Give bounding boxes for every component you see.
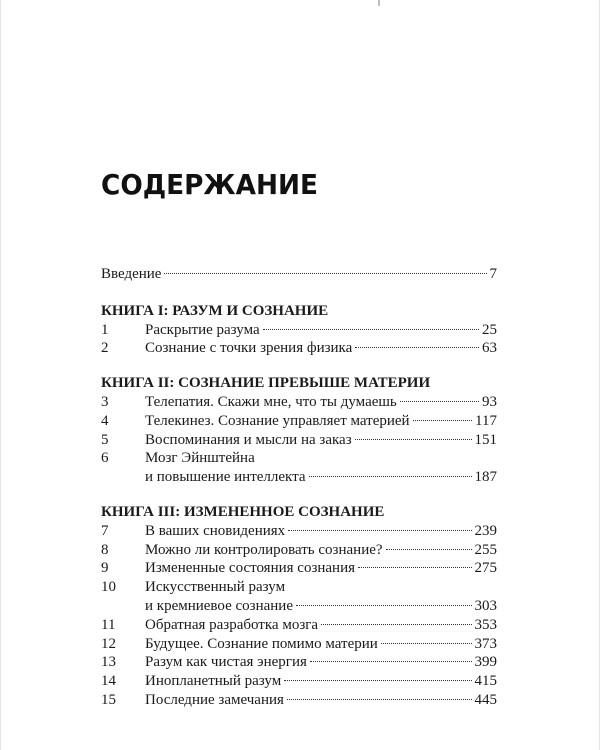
section-gap <box>101 487 497 503</box>
top-mark <box>378 0 380 6</box>
chapter-row[interactable] <box>101 522 497 541</box>
dot-leader <box>288 530 471 531</box>
chapter-number: 14 <box>101 673 116 690</box>
dot-leader <box>287 699 472 700</box>
toc-intro-row[interactable] <box>101 265 497 284</box>
chapter-page: 117 <box>475 412 497 429</box>
chapter-row[interactable] <box>101 541 497 560</box>
chapter-row[interactable] <box>101 691 497 710</box>
dot-leader <box>164 273 486 274</box>
dot-leader <box>310 661 472 662</box>
chapter-title: Будущее. Сознание помимо материи <box>145 635 378 652</box>
chapter-title: Измененные состояния сознания <box>145 560 356 577</box>
chapter-page: 445 <box>474 691 497 708</box>
chapter-row-continued <box>101 449 497 468</box>
chapter-row[interactable] <box>101 559 497 578</box>
chapter-title: Обратная разработка мозга <box>145 616 319 633</box>
chapter-page: 303 <box>474 597 497 614</box>
chapter-number: 3 <box>101 393 109 410</box>
chapter-number: 9 <box>101 560 109 577</box>
book-title: КНИГА II: СОЗНАНИЕ ПРЕВЫШЕ МАТЕРИИ <box>101 375 431 392</box>
chapter-row[interactable] <box>101 616 497 635</box>
chapter-number: 8 <box>101 541 109 558</box>
chapter-row[interactable] <box>101 635 497 654</box>
chapter-page: 151 <box>474 431 497 448</box>
chapter-title: Инопланетный разум <box>145 673 282 690</box>
chapter-page: 353 <box>474 616 497 633</box>
chapter-number: 12 <box>101 635 116 652</box>
dot-leader <box>284 680 471 681</box>
dot-leader <box>381 643 472 644</box>
toc-intro-page: 7 <box>489 266 497 282</box>
chapter-title: Мозг Эйнштейна <box>145 450 255 467</box>
dot-leader <box>355 347 479 348</box>
chapter-number: 11 <box>101 616 116 633</box>
section-gap <box>101 358 497 374</box>
chapter-title: Можно ли контролировать сознание? <box>145 541 383 558</box>
chapter-number: 2 <box>101 340 109 357</box>
dot-leader <box>386 549 472 550</box>
book-title: КНИГА III: ИЗМЕНЕННОЕ СОЗНАНИЕ <box>101 503 385 520</box>
chapter-page: 239 <box>474 522 497 539</box>
chapter-row[interactable] <box>101 412 497 431</box>
chapter-title: Сознание с точки зрения физика <box>145 340 353 357</box>
chapter-row[interactable] <box>101 672 497 691</box>
chapter-page: 255 <box>474 541 497 558</box>
chapter-page: 399 <box>474 654 497 671</box>
dot-leader <box>400 401 479 402</box>
chapter-row[interactable] <box>101 597 497 616</box>
dot-leader <box>321 624 471 625</box>
chapter-number: 10 <box>101 579 116 596</box>
chapter-row[interactable] <box>101 431 497 450</box>
chapter-page: 63 <box>482 340 497 357</box>
chapter-row[interactable] <box>101 339 497 358</box>
chapter-number: 1 <box>101 321 109 338</box>
book-title: КНИГА I: РАЗУМ И СОЗНАНИЕ <box>101 302 329 319</box>
dot-leader <box>296 605 472 606</box>
chapter-title: и кремниевое сознание <box>145 597 293 614</box>
chapter-row[interactable] <box>101 653 497 672</box>
chapter-page: 93 <box>482 393 497 410</box>
chapter-page: 187 <box>474 469 497 486</box>
chapter-title: Телекинез. Сознание управляет материей <box>145 412 410 429</box>
chapter-number: 4 <box>101 412 109 429</box>
chapter-page: 275 <box>474 560 497 577</box>
chapter-number: 7 <box>101 522 109 539</box>
chapter-number: 13 <box>101 654 116 671</box>
toc-intro-label: Введение <box>101 266 162 282</box>
chapter-page: 415 <box>474 673 497 690</box>
chapter-page: 373 <box>474 635 497 652</box>
chapter-title: Воспоминания и мысли на заказ <box>145 431 352 448</box>
chapter-row[interactable] <box>101 468 497 487</box>
dot-leader <box>263 329 479 330</box>
chapter-row[interactable] <box>101 393 497 412</box>
table-of-contents <box>101 265 497 710</box>
section-gap <box>101 284 497 302</box>
dot-leader <box>309 476 472 477</box>
chapter-title: Последние замечания <box>145 691 284 708</box>
chapter-page: 25 <box>482 321 497 338</box>
dot-leader <box>355 439 472 440</box>
chapter-number: 6 <box>101 450 109 467</box>
chapter-title: Телепатия. Скажи мне, что ты думаешь <box>145 393 397 410</box>
chapter-title: Искусственный разум <box>145 579 286 596</box>
chapter-title: В ваших сновидениях <box>145 522 286 539</box>
page-title: СОДЕРЖАНИЕ <box>101 168 319 201</box>
chapter-title: Разум как чистая энергия <box>145 654 307 671</box>
dot-leader <box>358 567 471 568</box>
chapter-row-continued <box>101 578 497 597</box>
chapter-row[interactable] <box>101 321 497 340</box>
chapter-number: 15 <box>101 691 116 708</box>
chapter-number: 5 <box>101 431 109 448</box>
dot-leader <box>413 420 472 421</box>
chapter-title: и повышение интеллекта <box>145 469 306 486</box>
chapter-title: Раскрытие разума <box>145 321 260 338</box>
